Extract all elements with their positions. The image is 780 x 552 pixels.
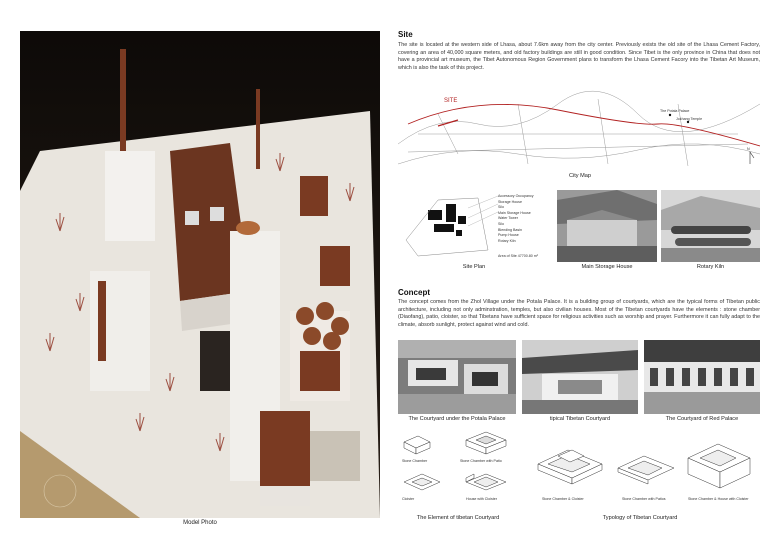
legend-item: Blending Basin — [498, 227, 522, 232]
element-stone-chamber-patio-label: Stone Chamber with Patio — [460, 459, 502, 463]
element-cloister-label: Cloister — [402, 497, 415, 501]
north-label: N — [747, 147, 750, 151]
courtyard-typology-caption: Typology of Tibetan Courtyard — [602, 515, 678, 521]
main-storage-caption: Main Storage House — [581, 264, 633, 270]
model-photo-caption: Model Photo — [183, 520, 217, 526]
element-stone-chamber-label: Stone Chamber — [402, 459, 428, 463]
legend-item: Pump House — [498, 233, 519, 238]
legend-item: Silo — [498, 205, 504, 210]
typology-item-3-label: Stone Chamber & House with Cloister — [688, 497, 749, 501]
courtyard-typical-caption: tipical Tibetan Courtyard — [549, 416, 611, 422]
courtyard-elements-diagram — [398, 428, 518, 514]
courtyard-red-caption: The Courtyard of Red Palace — [665, 416, 739, 422]
main-storage-photo — [557, 190, 657, 262]
element-house-cloister-label: House with Cloister — [466, 497, 497, 501]
typology-item-1-label: Stone Chamber & Cloister — [542, 497, 584, 501]
courtyard-typical-photo — [522, 340, 638, 414]
site-plan-legend — [498, 194, 534, 244]
courtyard-potala-photo — [398, 340, 516, 414]
city-map-site-label: SITE — [444, 98, 458, 104]
courtyard-elements-caption: The Element of tibetan Courtyard — [416, 515, 500, 521]
city-map-jokhang-label: Jokhang Temple — [676, 117, 703, 121]
model-photo-illustration — [20, 31, 380, 518]
rotary-kiln-caption: Rotary Kiln — [696, 264, 725, 270]
city-map-caption: City Map — [568, 173, 592, 179]
site-plan-caption: Site Plan — [462, 264, 486, 270]
legend-item: Water Tower — [498, 216, 518, 221]
city-map-potala-label: The Potala Palace — [660, 109, 690, 113]
courtyard-potala-caption: The Courtyard under the Potala Palace — [408, 416, 506, 422]
rotary-kiln-photo — [661, 190, 760, 262]
legend-item: Rotary Kiln — [498, 238, 516, 243]
site-plan-area: Area of Site 47700.80 m² — [498, 254, 538, 258]
legend-item: Silo — [498, 221, 504, 226]
site-heading: Site — [398, 30, 413, 39]
courtyard-red-photo — [644, 340, 760, 414]
legend-item: Accessory Occupancy — [498, 194, 534, 198]
legend-item: Main Storage House — [498, 210, 531, 215]
model-photo — [20, 31, 380, 518]
concept-text: The concept comes from the Zhol Village under the Potala Palace. It is a building group of courtyards, which are the typical forms of Tibetan public architecture, including not only adminstration, temples, but also civilian houses. Most of the Tibetan courtyards have the elements : stone chamber (Diaofang), patio, cloister, so that Tibetans have sufficient space for religious activities such as worship and prayer. Furthermore it can fully adapt to the climate, absorb sunlight, protect against wind and cold. — [398, 299, 760, 328]
site-text: The site is located at the western side of Lhasa, about 7.6km away from the city center. Previously exists the old site of the Lhasa Cement Factory, covering an area of 40,000 square meters, and old factory buildings are still in good condition. Since Tibet is the only province in China that does not have a provincial art museum, the Tibet Autonomous Region Government plans to transform the Lhasa Cement Facory into the Tibetan Art Museum, which is also the task of this project. — [398, 42, 760, 71]
site-plan — [398, 190, 550, 262]
courtyard-typology-diagram — [528, 428, 760, 514]
concept-heading: Concept — [398, 288, 430, 297]
city-map — [398, 84, 760, 172]
legend-item: Storage House — [498, 199, 522, 204]
typology-item-2-label: Stone Chamber with Patios — [622, 497, 666, 501]
